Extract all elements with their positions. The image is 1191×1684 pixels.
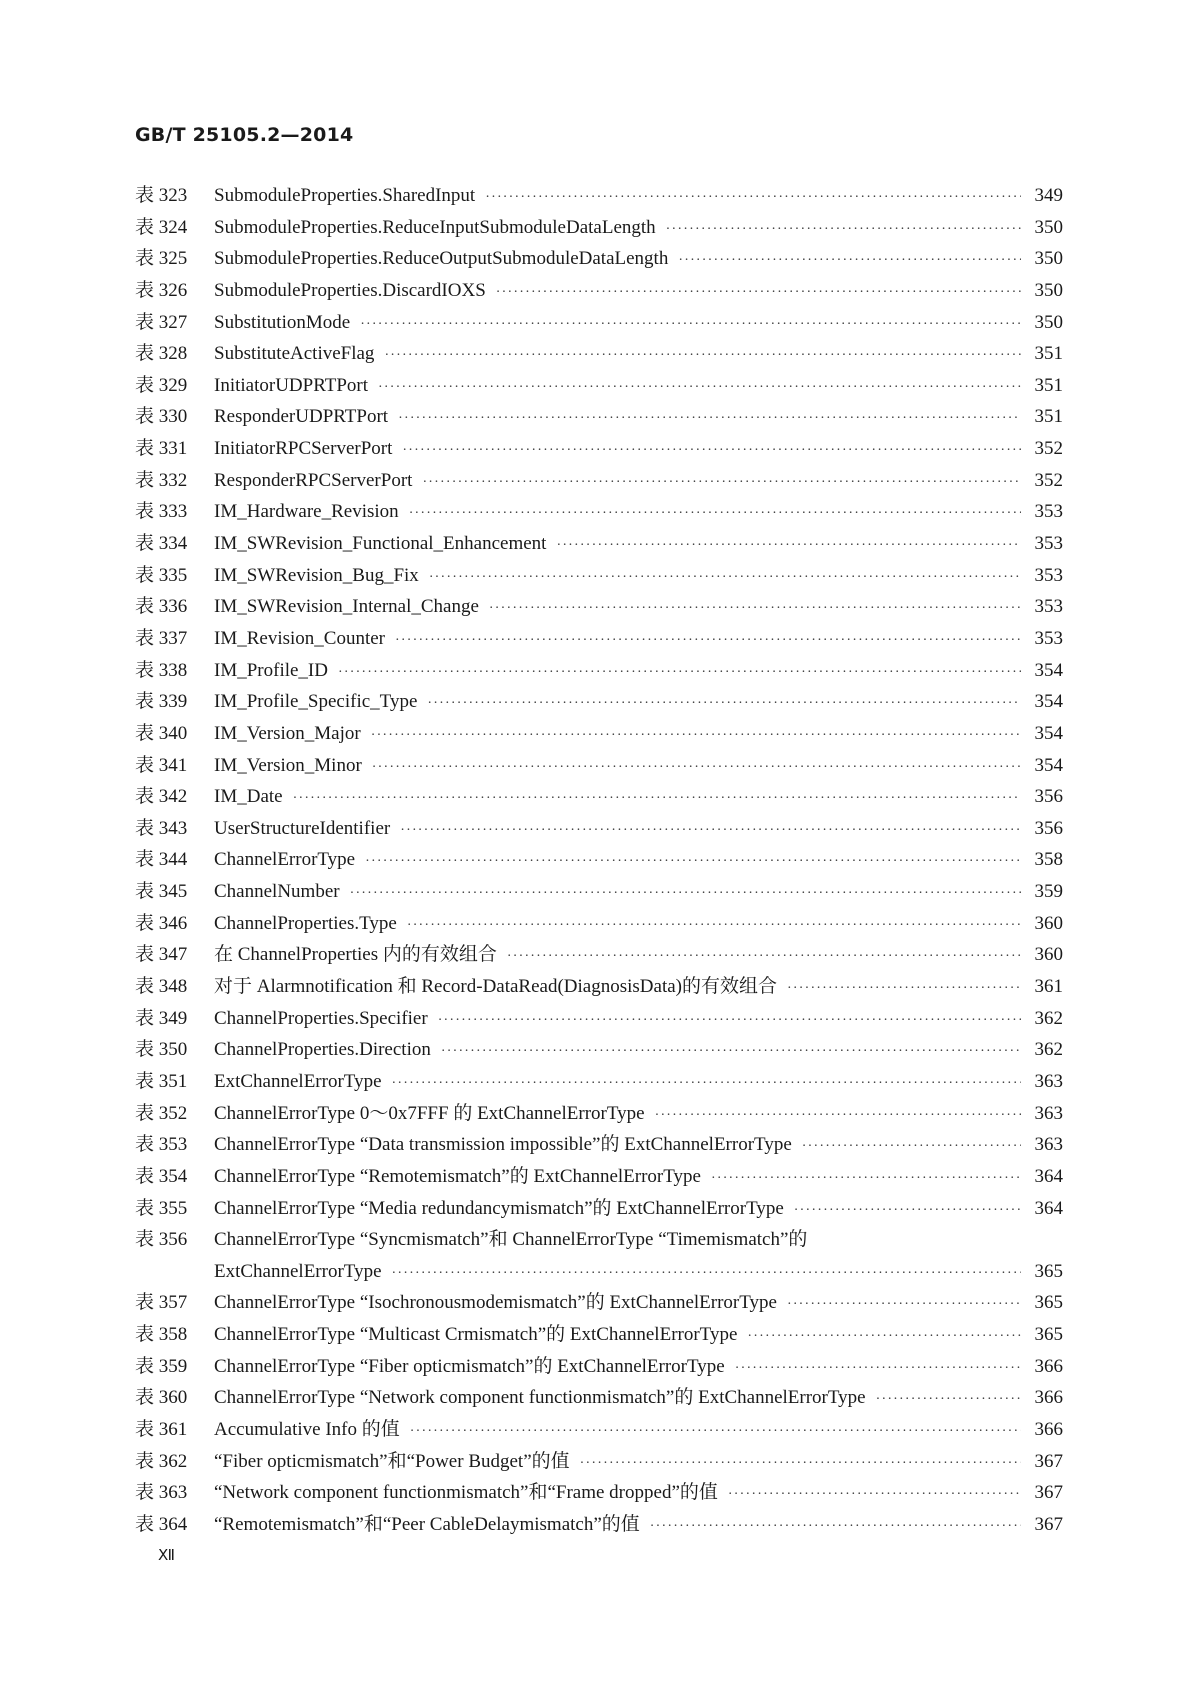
toc-title: IM_Profile_ID xyxy=(214,659,328,681)
toc-entry xyxy=(135,813,1063,845)
toc-entry xyxy=(135,1098,1063,1130)
toc-table-label: 表 349 xyxy=(135,1007,188,1029)
table-of-contents xyxy=(135,180,1063,1541)
toc-title: IM_Date xyxy=(214,786,283,808)
toc-table-label: 表 362 xyxy=(135,1450,188,1472)
toc-leader-dots xyxy=(728,1479,1021,1511)
toc-entry xyxy=(135,433,1063,465)
toc-title: ChannelErrorType “Data transmission impossible”的 ExtChannelErrorType xyxy=(214,1134,792,1156)
toc-entry xyxy=(135,876,1063,908)
toc-leader-dots xyxy=(507,941,1021,973)
toc-page-number: 352 xyxy=(1034,438,1063,460)
toc-leader-dots xyxy=(747,1321,1021,1353)
toc-table-label: 表 339 xyxy=(135,691,188,713)
toc-entry xyxy=(135,1287,1063,1319)
toc-title: IM_SWRevision_Bug_Fix xyxy=(214,564,419,586)
toc-page-number: 365 xyxy=(1034,1260,1063,1282)
toc-title: Accumulative Info 的值 xyxy=(214,1418,400,1440)
toc-leader-dots xyxy=(395,625,1021,657)
toc-title: IM_SWRevision_Functional_Enhancement xyxy=(214,533,547,555)
toc-entry xyxy=(135,1224,1063,1256)
toc-leader-dots xyxy=(787,973,1021,1005)
toc-title: ChannelErrorType “Media redundancymismatch”的 ExtChannelErrorType xyxy=(214,1197,784,1219)
toc-table-label: 表 336 xyxy=(135,596,188,618)
toc-title-continuation: ExtChannelErrorType xyxy=(214,1260,382,1282)
toc-page-number: 360 xyxy=(1034,912,1063,934)
toc-entry xyxy=(135,370,1063,402)
toc-entry xyxy=(135,1382,1063,1414)
toc-title: IM_Version_Major xyxy=(214,722,361,744)
toc-table-label: 表 326 xyxy=(135,279,188,301)
toc-title: “Fiber opticmismatch”和“Power Budget”的值 xyxy=(214,1450,570,1472)
toc-page-number: 366 xyxy=(1034,1418,1063,1440)
toc-leader-dots xyxy=(802,1131,1021,1163)
toc-entry xyxy=(135,528,1063,560)
toc-leader-dots xyxy=(422,467,1021,499)
toc-entry xyxy=(135,560,1063,592)
toc-table-label: 表 354 xyxy=(135,1165,188,1187)
toc-page-number: 350 xyxy=(1034,279,1063,301)
toc-table-label: 表 337 xyxy=(135,627,188,649)
toc-table-label: 表 352 xyxy=(135,1102,188,1124)
toc-title: ChannelErrorType xyxy=(214,849,356,871)
toc-page-number: 361 xyxy=(1034,976,1063,998)
toc-leader-dots xyxy=(489,593,1021,625)
toc-page-number: 353 xyxy=(1034,564,1063,586)
toc-title: 对于 Alarmnotification 和 Record-DataRead(DiagnosisData)的有效组合 xyxy=(214,976,777,998)
toc-entry xyxy=(135,1319,1063,1351)
toc-entry xyxy=(135,908,1063,940)
toc-leader-dots xyxy=(787,1289,1021,1321)
toc-title: IM_SWRevision_Internal_Change xyxy=(214,596,479,618)
toc-page-number: 358 xyxy=(1034,849,1063,871)
toc-title: IM_Profile_Specific_Type xyxy=(214,691,418,713)
toc-entry xyxy=(135,655,1063,687)
toc-leader-dots xyxy=(427,688,1021,720)
toc-leader-dots xyxy=(365,846,1021,878)
toc-table-label: 表 357 xyxy=(135,1292,188,1314)
toc-entry xyxy=(135,338,1063,370)
toc-entry xyxy=(135,1066,1063,1098)
toc-page-number: 362 xyxy=(1034,1007,1063,1029)
toc-table-label: 表 348 xyxy=(135,976,188,998)
toc-table-label: 表 363 xyxy=(135,1482,188,1504)
toc-table-label: 表 327 xyxy=(135,311,188,333)
toc-page-number: 356 xyxy=(1034,786,1063,808)
toc-leader-dots xyxy=(392,1068,1021,1100)
toc-entry xyxy=(135,496,1063,528)
toc-page-number: 354 xyxy=(1034,691,1063,713)
toc-page-number: 353 xyxy=(1034,596,1063,618)
toc-entry xyxy=(135,750,1063,782)
toc-leader-dots xyxy=(384,340,1021,372)
toc-table-label: 表 329 xyxy=(135,374,188,396)
toc-entry xyxy=(135,686,1063,718)
toc-page-number: 364 xyxy=(1034,1165,1063,1187)
toc-page-number: 353 xyxy=(1034,533,1063,555)
toc-title: InitiatorUDPRTPort xyxy=(214,374,369,396)
toc-title: IM_Revision_Counter xyxy=(214,627,385,649)
toc-title: ChannelErrorType “Network component functionmismatch”的 ExtChannelErrorType xyxy=(214,1387,866,1409)
toc-page-number: 353 xyxy=(1034,501,1063,523)
toc-entry xyxy=(135,1446,1063,1478)
toc-title: SubmoduleProperties.DiscardIOXS xyxy=(214,279,486,301)
toc-page-number: 353 xyxy=(1034,627,1063,649)
toc-title: ChannelProperties.Direction xyxy=(214,1039,431,1061)
toc-table-label: 表 347 xyxy=(135,944,188,966)
toc-page-number: 366 xyxy=(1034,1387,1063,1409)
toc-entry xyxy=(135,275,1063,307)
page-folio: Ⅻ xyxy=(158,1548,175,1564)
toc-leader-dots xyxy=(378,372,1021,404)
toc-page-number: 365 xyxy=(1034,1324,1063,1346)
toc-table-label: 表 346 xyxy=(135,912,188,934)
toc-entry xyxy=(135,1414,1063,1446)
toc-table-label: 表 340 xyxy=(135,722,188,744)
toc-page-number: 350 xyxy=(1034,248,1063,270)
toc-title: ResponderRPCServerPort xyxy=(214,469,413,491)
toc-leader-dots xyxy=(360,309,1021,341)
toc-leader-dots xyxy=(655,1100,1021,1132)
toc-entry xyxy=(135,1477,1063,1509)
toc-table-label: 表 364 xyxy=(135,1513,188,1535)
toc-page-number: 351 xyxy=(1034,343,1063,365)
toc-leader-dots xyxy=(580,1448,1021,1480)
toc-entry-continuation xyxy=(135,1256,1063,1288)
toc-title: SubstituteActiveFlag xyxy=(214,343,375,365)
toc-table-label: 表 361 xyxy=(135,1418,188,1440)
toc-leader-dots xyxy=(429,562,1021,594)
toc-title: ChannelProperties.Specifier xyxy=(214,1007,428,1029)
toc-table-label: 表 341 xyxy=(135,754,188,776)
toc-entry xyxy=(135,1351,1063,1383)
toc-leader-dots xyxy=(371,720,1021,752)
toc-title: ChannelNumber xyxy=(214,881,340,903)
toc-leader-dots xyxy=(293,783,1021,815)
toc-title: ChannelErrorType “Syncmismatch”和 ChannelErrorType “Timemismatch”的 xyxy=(214,1229,808,1251)
toc-table-label: 表 355 xyxy=(135,1197,188,1219)
toc-entry xyxy=(135,1161,1063,1193)
toc-entry xyxy=(135,623,1063,655)
toc-title: “Network component functionmismatch”和“Frame dropped”的值 xyxy=(214,1482,718,1504)
toc-table-label: 表 343 xyxy=(135,817,188,839)
toc-entry xyxy=(135,844,1063,876)
toc-table-label: 表 350 xyxy=(135,1039,188,1061)
toc-entry xyxy=(135,243,1063,275)
toc-page-number: 354 xyxy=(1034,659,1063,681)
toc-title: ResponderUDPRTPort xyxy=(214,406,389,428)
toc-entry xyxy=(135,718,1063,750)
toc-table-label: 表 344 xyxy=(135,849,188,871)
toc-entry xyxy=(135,401,1063,433)
toc-entry xyxy=(135,180,1063,212)
toc-page-number: 354 xyxy=(1034,722,1063,744)
toc-title: UserStructureIdentifier xyxy=(214,817,391,839)
toc-page-number: 354 xyxy=(1034,754,1063,776)
toc-entry xyxy=(135,781,1063,813)
toc-leader-dots xyxy=(650,1511,1021,1543)
toc-entry xyxy=(135,1034,1063,1066)
toc-table-label: 表 333 xyxy=(135,501,188,523)
toc-page-number: 363 xyxy=(1034,1134,1063,1156)
toc-title: SubmoduleProperties.ReduceInputSubmoduleDataLength xyxy=(214,216,656,238)
toc-page-number: 363 xyxy=(1034,1070,1063,1092)
toc-page-number: 367 xyxy=(1034,1513,1063,1535)
toc-entry xyxy=(135,307,1063,339)
toc-leader-dots xyxy=(402,435,1021,467)
toc-title: “Remotemismatch”和“Peer CableDelaymismatch”的值 xyxy=(214,1513,640,1535)
toc-page-number: 351 xyxy=(1034,406,1063,428)
toc-table-label: 表 353 xyxy=(135,1134,188,1156)
toc-title: SubstitutionMode xyxy=(214,311,351,333)
toc-table-label: 表 323 xyxy=(135,185,188,206)
toc-leader-dots xyxy=(438,1005,1021,1037)
toc-leader-dots xyxy=(400,815,1021,847)
toc-page-number: 350 xyxy=(1034,311,1063,333)
toc-leader-dots xyxy=(678,245,1021,277)
toc-leader-dots xyxy=(794,1195,1021,1227)
toc-title: ChannelErrorType “Remotemismatch”的 ExtChannelErrorType xyxy=(214,1165,701,1187)
toc-leader-dots xyxy=(398,403,1021,435)
toc-leader-dots xyxy=(496,277,1021,309)
toc-table-label: 表 325 xyxy=(135,248,188,270)
toc-leader-dots xyxy=(666,214,1021,246)
toc-table-label: 表 356 xyxy=(135,1229,188,1251)
toc-leader-dots xyxy=(485,182,1021,214)
toc-page-number: 365 xyxy=(1034,1292,1063,1314)
toc-table-label: 表 338 xyxy=(135,659,188,681)
toc-title: ChannelErrorType “Fiber opticmismatch”的 ExtChannelErrorType xyxy=(214,1355,725,1377)
toc-page-number: 356 xyxy=(1034,817,1063,839)
toc-table-label: 表 358 xyxy=(135,1324,188,1346)
toc-leader-dots xyxy=(372,752,1021,784)
toc-page-number: 364 xyxy=(1034,1197,1063,1219)
toc-title: SubmoduleProperties.ReduceOutputSubmoduleDataLength xyxy=(214,248,669,270)
toc-entry xyxy=(135,939,1063,971)
toc-leader-dots xyxy=(735,1353,1021,1385)
toc-entry xyxy=(135,1003,1063,1035)
toc-title: InitiatorRPCServerPort xyxy=(214,438,393,460)
toc-leader-dots xyxy=(407,910,1021,942)
toc-table-label: 表 351 xyxy=(135,1070,188,1092)
toc-table-label: 表 334 xyxy=(135,533,188,555)
toc-page-number: 360 xyxy=(1034,944,1063,966)
toc-table-label: 表 335 xyxy=(135,564,188,586)
toc-leader-dots xyxy=(876,1384,1021,1416)
toc-table-label: 表 324 xyxy=(135,216,188,238)
toc-table-label: 表 330 xyxy=(135,406,188,428)
toc-table-label: 表 360 xyxy=(135,1387,188,1409)
standard-code-header: GB/T 25105.2—2014 xyxy=(135,124,354,146)
toc-entry xyxy=(135,1129,1063,1161)
toc-page-number: 367 xyxy=(1034,1450,1063,1472)
toc-leader-dots xyxy=(410,1416,1021,1448)
toc-title: IM_Hardware_Revision xyxy=(214,501,399,523)
toc-title: IM_Version_Minor xyxy=(214,754,362,776)
toc-entry xyxy=(135,212,1063,244)
toc-table-label: 表 331 xyxy=(135,438,188,460)
toc-leader-dots xyxy=(392,1258,1021,1290)
toc-entry xyxy=(135,465,1063,497)
toc-table-label: 表 345 xyxy=(135,881,188,903)
toc-entry xyxy=(135,591,1063,623)
toc-leader-dots xyxy=(556,530,1021,562)
toc-table-label: 表 332 xyxy=(135,469,188,491)
toc-page-number: 351 xyxy=(1034,374,1063,396)
toc-entry xyxy=(135,971,1063,1003)
toc-page-number: 367 xyxy=(1034,1482,1063,1504)
toc-page-number: 366 xyxy=(1034,1355,1063,1377)
toc-leader-dots xyxy=(441,1036,1021,1068)
toc-title: ChannelProperties.Type xyxy=(214,912,397,934)
toc-page-number: 359 xyxy=(1034,881,1063,903)
toc-leader-dots xyxy=(711,1163,1021,1195)
toc-table-label: 表 328 xyxy=(135,343,188,365)
toc-title: ChannelErrorType 0～0x7FFF 的 ExtChannelErrorType xyxy=(214,1102,645,1124)
toc-page-number: 350 xyxy=(1034,216,1063,238)
toc-entry xyxy=(135,1193,1063,1225)
toc-title: ExtChannelErrorType xyxy=(214,1070,382,1092)
toc-page-number: 362 xyxy=(1034,1039,1063,1061)
toc-leader-dots xyxy=(350,878,1021,910)
toc-page-number: 363 xyxy=(1034,1102,1063,1124)
toc-page-number: 349 xyxy=(1034,185,1063,206)
toc-leader-dots xyxy=(338,657,1021,689)
toc-title: ChannelErrorType “Isochronousmodemismatch”的 ExtChannelErrorType xyxy=(214,1292,777,1314)
toc-table-label: 表 342 xyxy=(135,786,188,808)
toc-entry xyxy=(135,1509,1063,1541)
toc-title: SubmoduleProperties.SharedInput xyxy=(214,185,476,206)
toc-table-label: 表 359 xyxy=(135,1355,188,1377)
toc-leader-dots xyxy=(409,498,1021,530)
toc-title: ChannelErrorType “Multicast Crmismatch”的 ExtChannelErrorType xyxy=(214,1324,738,1346)
toc-title: 在 ChannelProperties 内的有效组合 xyxy=(214,944,497,966)
toc-page-number: 352 xyxy=(1034,469,1063,491)
